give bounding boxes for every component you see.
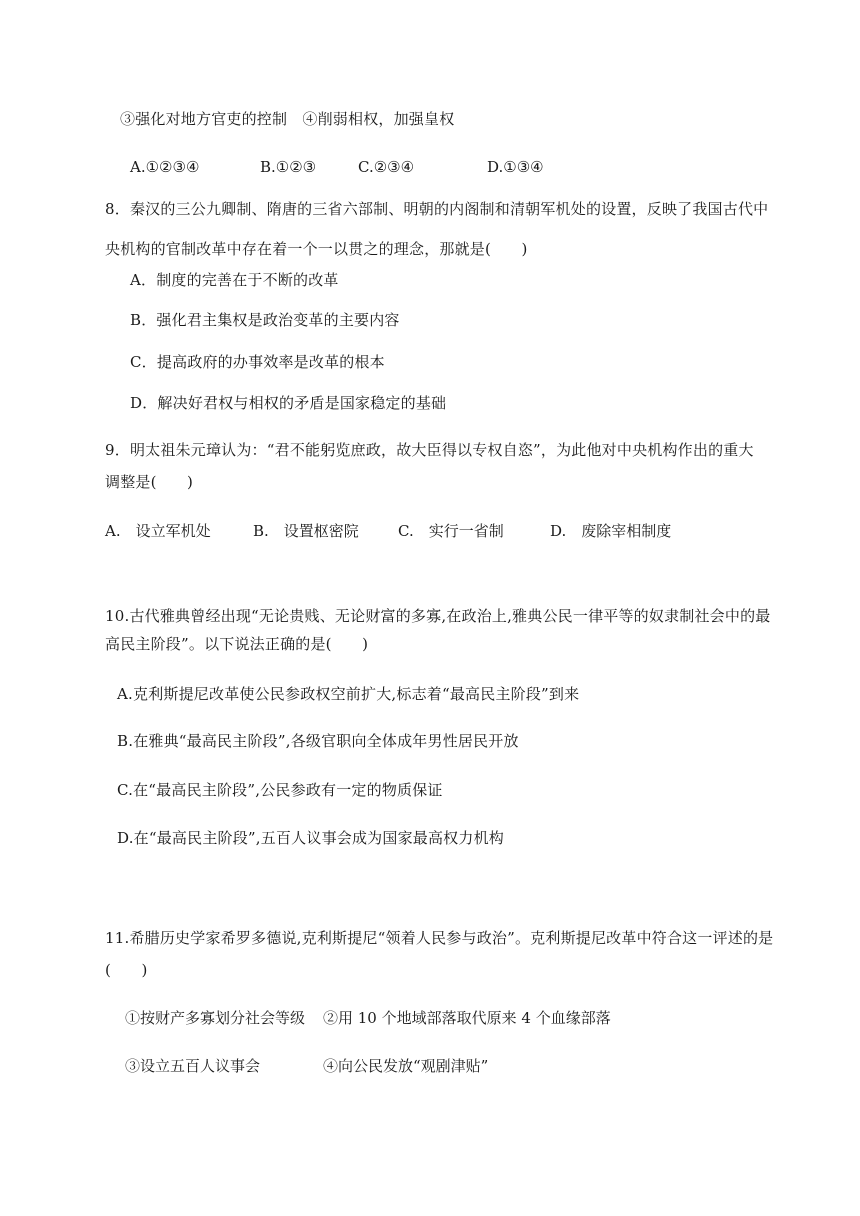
- q8-option-a: A．制度的完善在于不断的改革: [130, 271, 339, 289]
- q9-stem-line1: 9．明太祖朱元璋认为：“君不能躬览庶政，故大臣得以专权自恣”，为此他对中央机构作出的重大: [105, 441, 754, 459]
- q8-stem-line1: 8．秦汉的三公九卿制、隋唐的三省六部制、明朝的内阁制和清朝军机处的设置，反映了我国古代中: [105, 200, 769, 218]
- q9-option-a: A. 设立军机处: [105, 522, 211, 540]
- q10-option-b: B.在雅典“最高民主阶段”,各级官职向全体成年男性居民开放: [117, 732, 519, 750]
- q9-stem-line2: 调整是( ): [105, 473, 194, 491]
- q8-option-c: C．提高政府的办事效率是改革的根本: [130, 353, 385, 371]
- q11-stem-line2: ( ): [105, 961, 148, 979]
- q8-option-b: B．强化君主集权是政治变革的主要内容: [130, 311, 400, 329]
- q7-option-b: B.①②③: [260, 158, 317, 176]
- q11-statement-2: ②用 10 个地域部落取代原来 4 个血缘部落: [323, 1009, 611, 1027]
- q11-statement-1: ①按财产多寡划分社会等级: [125, 1009, 306, 1027]
- q9-option-c: C. 实行一省制: [398, 522, 504, 540]
- q11-stem-line1: 11.希腊历史学家希罗多德说,克利斯提尼“领着人民参与政治”。克利斯提尼改革中符合这一评述的是: [105, 929, 774, 947]
- q10-option-a: A.克利斯提尼改革使公民参政权空前扩大,标志着“最高民主阶段”到来: [117, 685, 580, 703]
- q10-stem-line1: 10.古代雅典曾经出现“无论贵贱、无论财富的多寡,在政治上,雅典公民一律平等的奴隶制社会中的最: [105, 607, 771, 625]
- q10-option-d: D.在“最高民主阶段”,五百人议事会成为国家最高权力机构: [117, 829, 504, 847]
- q10-stem-line2: 高民主阶段”。以下说法正确的是( ): [105, 635, 369, 653]
- q7-option-a: A.①②③④: [130, 158, 200, 176]
- q7-statement-line: ③强化对地方官吏的控制 ④削弱相权，加强皇权: [120, 110, 455, 128]
- q10-option-c: C.在“最高民主阶段”,公民参政有一定的物质保证: [117, 781, 443, 799]
- q7-option-d: D.①③④: [487, 158, 544, 176]
- q8-option-d: D．解决好君权与相权的矛盾是国家稳定的基础: [130, 394, 447, 412]
- q11-statement-3: ③设立五百人议事会: [125, 1057, 261, 1075]
- q9-option-b: B. 设置枢密院: [253, 522, 359, 540]
- q11-statement-4: ④向公民发放“观剧津贴”: [323, 1057, 489, 1075]
- q9-option-d: D. 废除宰相制度: [550, 522, 672, 540]
- q7-option-c: C.②③④: [358, 158, 415, 176]
- q8-stem-line2: 央机构的官制改革中存在着一个一以贯之的理念，那就是( ): [105, 240, 528, 258]
